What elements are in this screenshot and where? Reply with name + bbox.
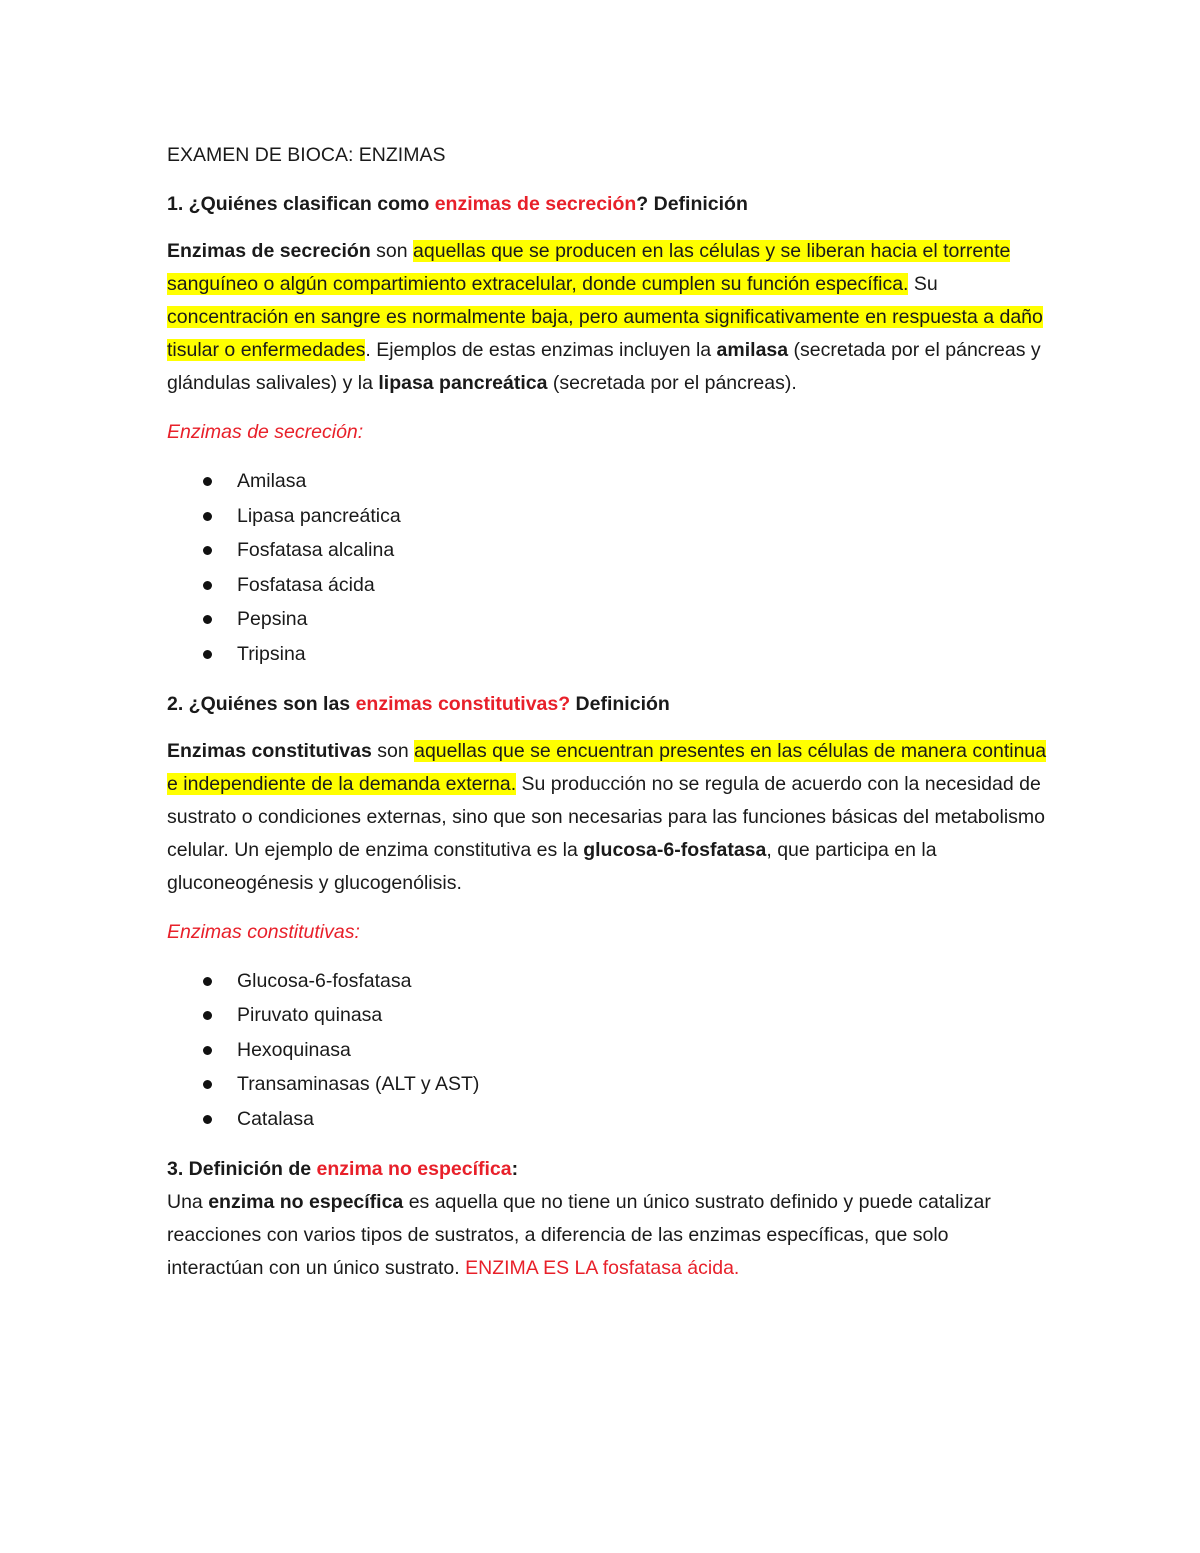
highlight-definition-2: concentración en sangre es normalmente baja, pero aumenta significativamente en respuesta a daño tisular o enfermedades [167, 306, 1043, 361]
text-span: Una [167, 1190, 209, 1213]
text-span: Su producción no se regula de acuerdo con la necesidad de sustrato o condiciones externas, sino que son necesarias para las funciones básicas del metabolismo celular. Un ejemplo de enzima constitutiva es la [167, 772, 1045, 861]
text-span: . Ejemplos de estas enzimas incluyen la [365, 339, 717, 361]
term-glucosa-6-fosfatasa: glucosa-6-fosfatasa [583, 838, 767, 861]
document-title: EXAMEN DE BIOCA: ENZIMAS [167, 144, 446, 166]
question-1-keyword: enzimas de secreción [434, 193, 637, 215]
list-enzimas-secrecion [167, 464, 1047, 672]
list-item: Fosfatasa ácida [237, 568, 1047, 603]
list-item: Pepsina [237, 602, 1047, 637]
question-2-suffix: Definición [570, 692, 670, 715]
list-item: Catalasa [237, 1102, 1047, 1137]
term-enzimas-secrecion: Enzimas de secreción [167, 240, 371, 262]
question-1-suffix: ? Definición [636, 193, 748, 215]
question-1-heading [167, 187, 1047, 221]
text-span: son [371, 739, 415, 762]
question-2-heading [167, 687, 1047, 721]
list-item: Piruvato quinasa [237, 998, 1047, 1033]
list-item: Fosfatasa alcalina [237, 533, 1047, 568]
subheading-constitutivas: Enzimas constitutivas: [167, 920, 360, 943]
question-2-prefix: 2. ¿Quiénes son las [167, 692, 356, 715]
highlight-definition-1: aquellas que se producen en las células y se liberan hacia el torrente sanguíneo o algún compartimiento extracelular, donde cumplen su función específica. [167, 240, 1011, 295]
term-amilasa: amilasa [716, 339, 789, 361]
question-3-keyword: enzima no específica [316, 1157, 512, 1180]
list-item: Glucosa-6-fosfatasa [237, 964, 1047, 999]
term-lipasa-pancreatica: lipasa pancreática [378, 372, 548, 394]
list-item: Lipasa pancreática [237, 499, 1047, 534]
question-3-suffix: : [511, 1157, 519, 1180]
text-span: Su [908, 273, 938, 295]
text-span: son [370, 240, 414, 262]
question-1-prefix: 1. ¿Quiénes clasifican como [167, 193, 435, 215]
term-enzimas-constitutivas: Enzimas constitutivas [167, 739, 372, 762]
list-item: Amilasa [237, 464, 1047, 499]
text-span: (secretada por el páncreas). [547, 372, 797, 394]
text-span: , que participa en la gluconeogénesis y glucogenólisis. [167, 838, 937, 894]
question-3-heading [167, 1152, 1047, 1186]
list-item: Hexoquinasa [237, 1033, 1047, 1068]
text-span: (secretada por el páncreas y glándulas salivales) y la [167, 339, 1041, 394]
answer-3-paragraph [167, 1186, 1047, 1285]
highlight-definition-3: aquellas que se encuentran presentes en las células de manera continua e independiente de la demanda externa. [167, 739, 1047, 795]
list-item: Transaminasas (ALT y AST) [237, 1067, 1047, 1102]
answer-3-conclusion: ENZIMA ES LA fosfatasa ácida. [465, 1256, 740, 1279]
document-page [167, 138, 1047, 1285]
list-item: Tripsina [237, 637, 1047, 672]
question-2-keyword: enzimas constitutivas? [355, 692, 571, 715]
list-enzimas-constitutivas [167, 964, 1047, 1137]
term-enzima-no-especifica: enzima no específica [208, 1190, 404, 1213]
text-span: es aquella que no tiene un único sustrato definido y puede catalizar reacciones con varios tipos de sustratos, a diferencia de las enzimas específicas, que solo interactúan con un único sustrato. [167, 1190, 991, 1279]
answer-1-paragraph [167, 235, 1047, 400]
answer-2-paragraph [167, 735, 1047, 900]
question-3-prefix: 3. Definición de [167, 1157, 317, 1180]
subheading-secrecion: Enzimas de secreción: [167, 421, 364, 443]
